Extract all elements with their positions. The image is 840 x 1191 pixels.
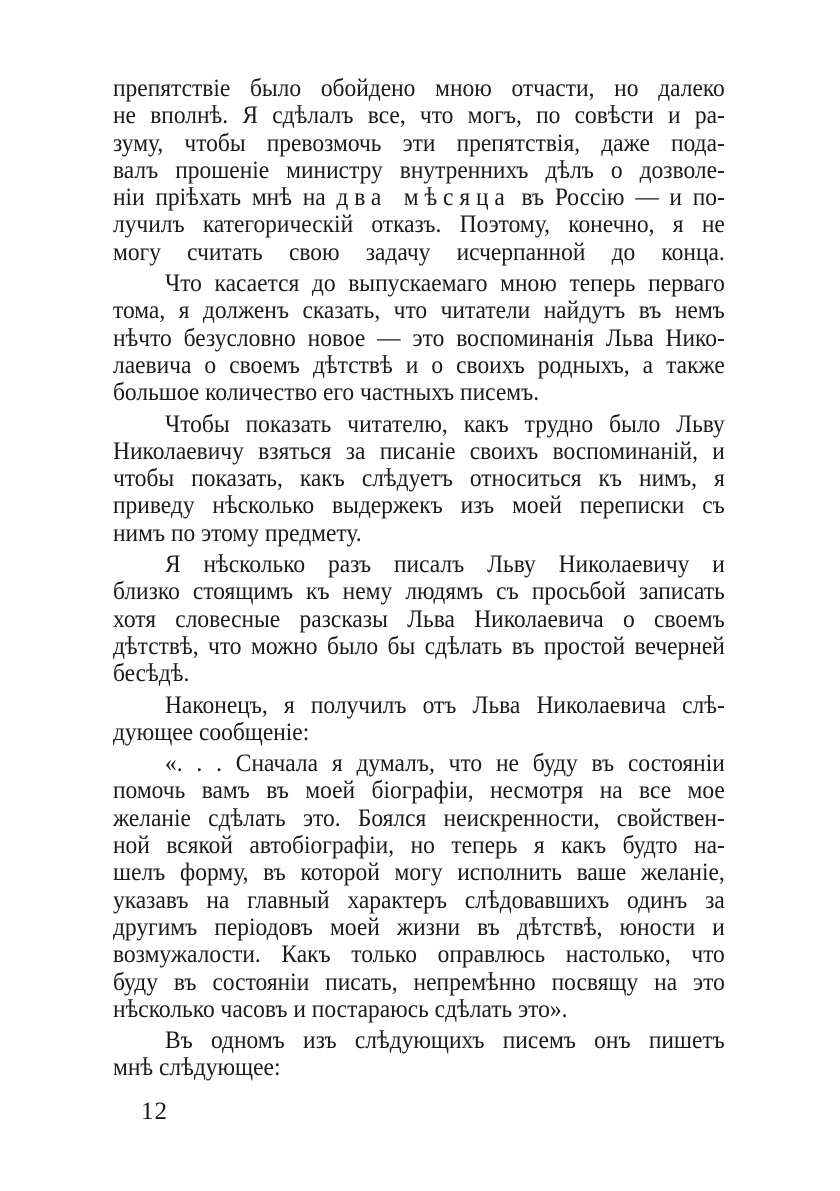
text-line: дѣтствѣ, что можно было бы сдѣлать въ простой вечерней xyxy=(113,630,725,660)
paragraph xyxy=(113,269,725,405)
text-line: не вполнѣ. Я сдѣлалъ все, что могъ, по совѣсти и ра- xyxy=(113,100,725,130)
text-line: валъ прошеніе министру внутреннихъ дѣлъ о дозволе- xyxy=(113,154,725,184)
text-line: Наконецъ, я получилъ отъ Льва Николаевича слѣ- xyxy=(164,689,725,719)
text-line: другимъ періодовъ моей жизни въ дѣтствѣ, юности и xyxy=(113,911,725,941)
text-line: ной всякой автобіографіи, но теперь я какъ будто на- xyxy=(113,830,725,860)
paragraph xyxy=(113,1026,725,1081)
text-line: хотя словесные разсказы Льва Николаевича о своемъ xyxy=(113,603,725,633)
text-line: нимъ по этому предмету. xyxy=(113,517,362,547)
text-line: Я нѣсколько разъ писалъ Льву Николаевичу и xyxy=(164,549,725,579)
text-line: тома, я долженъ сказать, что читатели найдутъ въ немъ xyxy=(113,295,725,325)
text-line: мнѣ слѣдующее: xyxy=(113,1052,281,1082)
text-line xyxy=(113,183,725,210)
text-line: могу считать свою задачу исчерпанной до конца. xyxy=(113,236,725,266)
text-line: буду въ состояніи писать, непремѣнно посвящу на это xyxy=(113,966,725,996)
text-line: препятствіе было обойдено мною отчасти, но далеко xyxy=(113,73,725,102)
text-line: желаніе сдѣлать это. Боялся неискренности, свойствен- xyxy=(113,802,725,832)
text-line: указавъ на главный характеръ слѣдовавшихъ одинъ за xyxy=(113,884,725,914)
text-line: Чтобы показать читателю, какъ трудно было Льву xyxy=(164,408,725,438)
text-line: помочь вамъ въ моей біографіи, несмотря на все мое xyxy=(113,775,725,805)
text-line: Николаевичу взяться за писаніе своихъ воспоминаній, и xyxy=(113,435,725,465)
text-line: приведу нѣсколько выдержекъ изъ моей переписки съ xyxy=(113,490,725,520)
text-line: лучилъ категорическій отказъ. Поэтому, конечно, я не xyxy=(113,209,725,239)
text-line: нѣчто безусловно новое — это воспоминанія Льва Нико- xyxy=(113,322,725,352)
text-fragment: ніи пріѣхать мнѣ на xyxy=(113,182,326,212)
paragraph xyxy=(113,550,725,686)
text-line: возмужалости. Какъ только оправлюсь настолько, что xyxy=(113,939,725,969)
text-line: зуму, чтобы превозмочь эти препятствія, даже пода- xyxy=(113,127,725,157)
text-line: дующее сообщеніе: xyxy=(113,716,310,746)
text-line: Въ одномъ изъ слѣдующихъ писемъ онъ пишетъ xyxy=(164,1025,725,1055)
quoted-letter-paragraph xyxy=(113,749,725,1022)
text-line: большое количество его частныхъ писемъ. xyxy=(113,377,540,407)
page-number: 12 xyxy=(141,1098,168,1125)
text-fragment: въ Россію — и по- xyxy=(521,182,725,212)
paragraph xyxy=(113,691,725,746)
page-text xyxy=(113,74,725,1081)
text-line: лаевича о своемъ дѣтствѣ и о своихъ родныхъ, а также xyxy=(113,349,725,379)
text-line: нѣсколько часовъ и постараюсь сдѣлать это». xyxy=(113,993,568,1023)
text-line: бесѣдѣ. xyxy=(113,658,190,688)
text-line: «. . . Сначала я думалъ, что не буду въ состояніи xyxy=(164,748,725,778)
text-line: близко стоящимъ къ нему людямъ съ просьбой записать xyxy=(113,576,725,606)
text-line: чтобы показать, какъ слѣдуетъ относиться къ нимъ, я xyxy=(113,463,725,493)
text-line: Что касается до выпускаемаго мною теперь перваго xyxy=(164,268,725,298)
spaced-emphasis: два мѣсяца xyxy=(336,182,511,212)
paragraph xyxy=(113,410,725,546)
text-line: шелъ форму, въ которой могу исполнить ваше желаніе, xyxy=(113,857,725,887)
paragraph xyxy=(113,74,725,265)
